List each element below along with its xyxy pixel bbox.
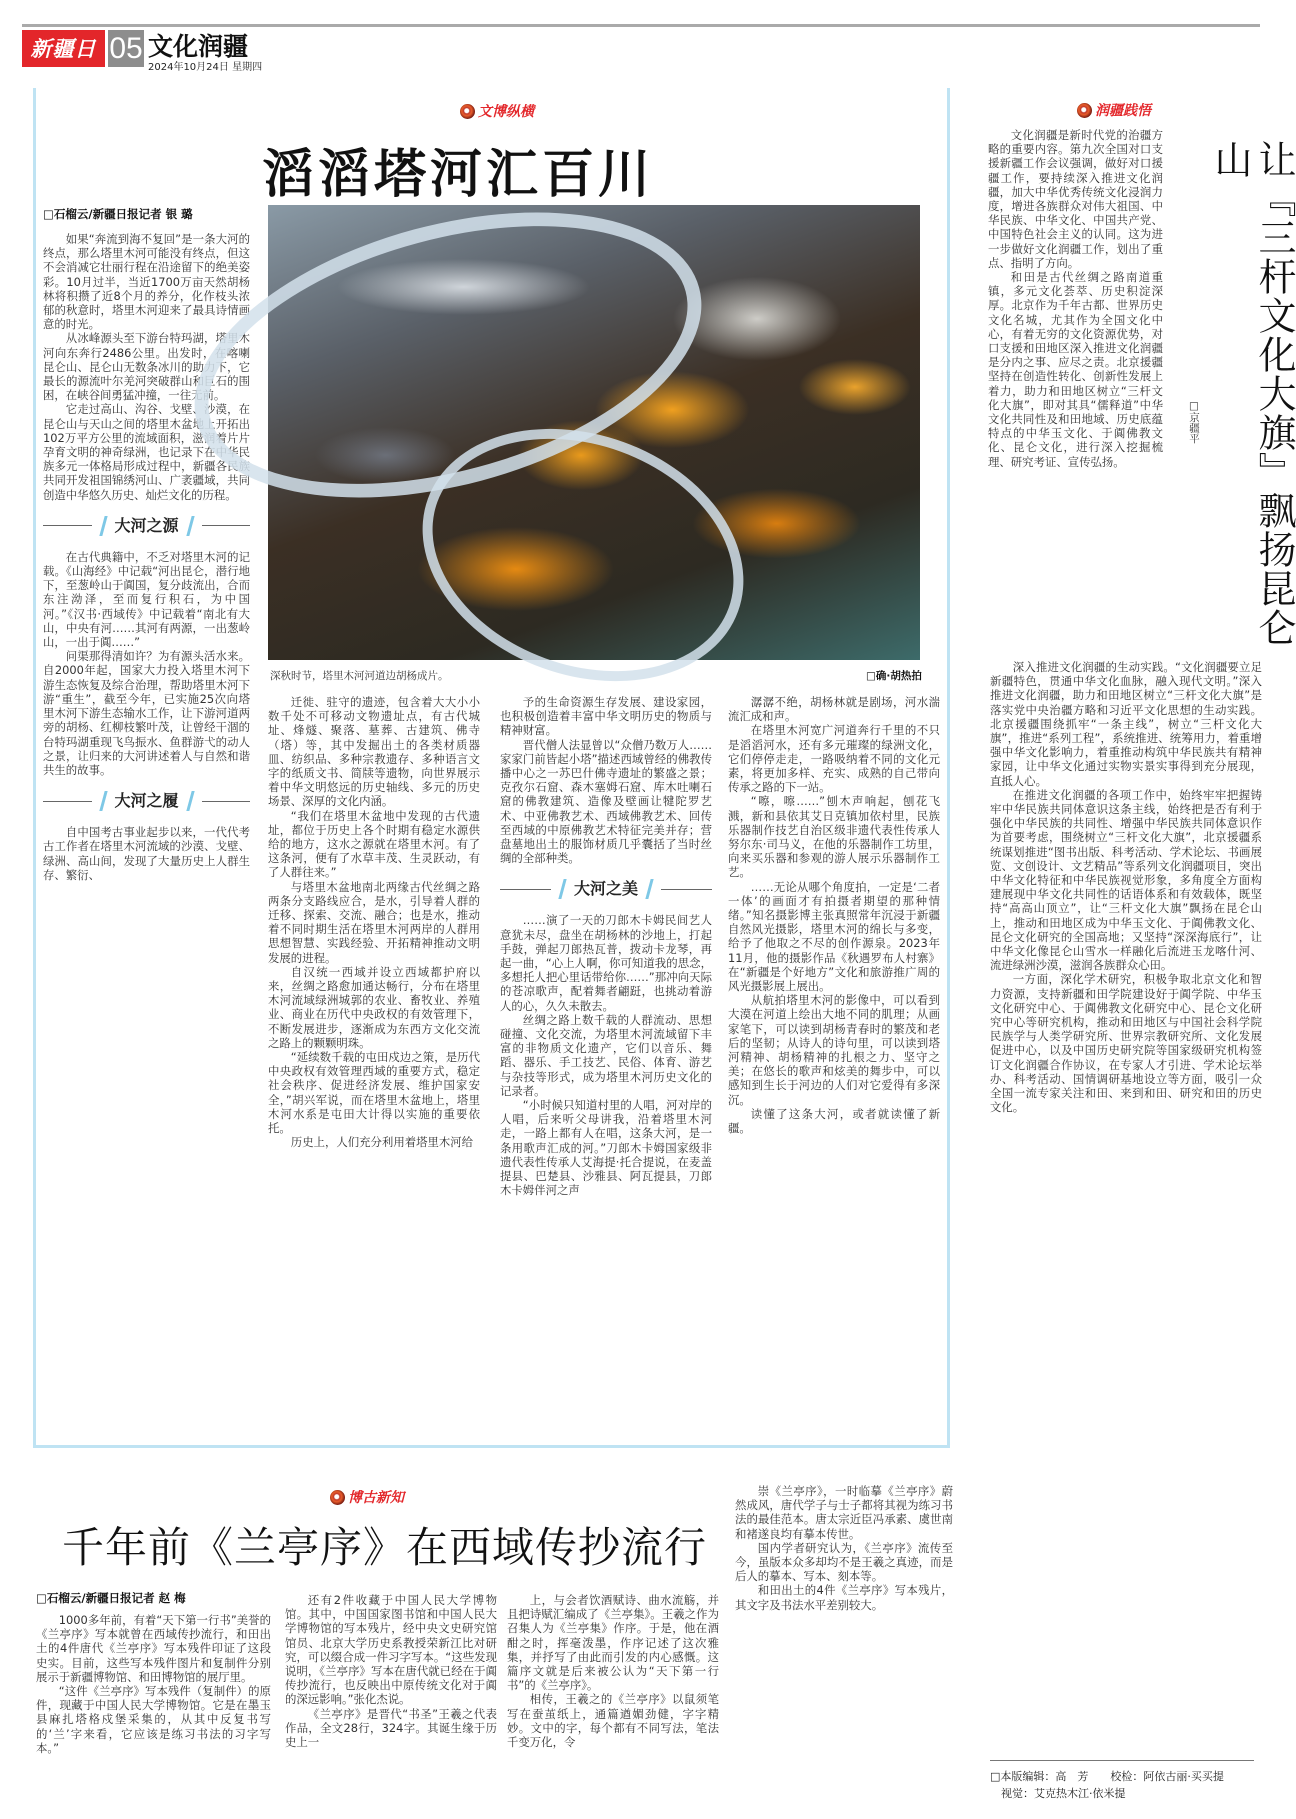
tag-label: 润疆践悟 (1095, 103, 1151, 119)
commentary-column-wide (990, 660, 1262, 1755)
commentary-author: □京疆平 (1188, 400, 1200, 444)
visual-credit: 视觉：艾克热木江·依米提 (1001, 1787, 1126, 1800)
section-tag (1077, 100, 1151, 120)
commentary-column-narrow (988, 128, 1163, 653)
subhead: 大河之美 (500, 879, 712, 899)
article-column-4 (735, 1484, 953, 1814)
commentary-headline: 让『三杆文化大旗』飘扬昆仑山 (1208, 140, 1296, 647)
article-column-4 (728, 695, 940, 1440)
photo-credit: □确·胡热拍 (866, 670, 922, 682)
article-column-3 (507, 1593, 719, 1813)
section-tag (460, 101, 534, 121)
paragraph: ……演了一天的刀郎木卡姆民间艺人意犹未尽，盘坐在胡杨林的沙地上，打起手鼓，弹起刀郎热瓦普，拨动卡龙琴，再起一曲，“心上人啊，你可知道我的思念，多想托人把心里话带给你……”那冲向天际的苍凉歌声，配着舞者翩跹，也挑动着游人的心，久久未散去。 (500, 913, 712, 1013)
tag-label: 文博纵横 (478, 104, 534, 120)
paragraph: 历史上，人们充分利用着塔里木河给 (290, 1135, 474, 1150)
paragraph: 从航拍塔里木河的影像中，可以看到大漠在河道上绘出大地不同的肌理；从画家笔下，可以读到胡杨青春时的繁茂和老后的坚韧；从诗人的诗句里，可以读到塔河精神、胡杨精神的扎根之力、坚守之美；在悠长的歌声和炫美的舞步中，可以感知到生长于河边的人们对它爱得有多深沉。 (728, 993, 940, 1107)
paragraph: 予的生命资源生存发展、建设家园，也积极创造着丰富中华文明历史的物质与精神财富。 (500, 695, 712, 738)
paragraph: 和田是古代丝绸之路南道重镇，多元文化荟萃、历史积淀深厚。北京作为千年古都、世界历史文化名城，尤其作为全国文化中心，有着无穷的文化资源优势，对口支援和田地区深入推进文化润疆是分内之事、应尽之责。北京援疆坚持在创造性转化、创新性发展上着力，助力和田地区树立“三杆文化大旗”，即对其具“儒释道”中华文化共同性及和田地域、历史底蕴特点的中华玉文化、于阗佛教文化、昆仑文化，进行深入挖掘梳理、研究考证、宣传弘扬。 (988, 270, 1163, 469)
paragraph: 在塔里木河宽广河道奔行千里的不只是滔滔河水，还有多元璀璨的绿洲文化，它们停停走走，一路吸纳着不同的文化元素，将更加多样、充实、成熟的自己带向传承之路的下一站。 (728, 723, 940, 795)
article-column-3 (500, 695, 712, 1440)
paragraph: 崇《兰亭序》，一时临摹《兰亭序》蔚然成风，唐代学子与士子都将其视为练习书法的最佳范本。唐太宗近臣冯承素、虞世南和褚遂良均有摹本传世。 (735, 1484, 953, 1541)
article-column-2 (285, 1593, 497, 1813)
footer-divider (990, 1760, 1254, 1761)
paragraph: “嚓，嚓……”刨木声响起，刨花飞溅，新和县依其艾日克镇加依村里，民族乐器制作技艺自治区级非遗代表性传承人努尔东·司马义，在他的乐器制作工坊里，向来买乐器和参观的游人展示乐器制作工艺。 (728, 794, 940, 880)
paragraph: 上，与会者饮酒赋诗、曲水流觞，并且把诗赋汇编成了《兰亭集》。王羲之作为召集人为《兰亭集》作序。于是，他在酒酣之时，挥毫泼墨，作序记述了这次雅集，并抒写了由此而引发的内心感慨。这篇序文就是后来被公认为“天下第一行书”的《兰亭序》。 (507, 1593, 719, 1693)
tag-label: 博古新知 (348, 1490, 404, 1506)
paragraph: “这件《兰亭序》写本残件（复制件）的原件，现藏于中国人民大学博物馆。它是在墨玉县麻扎塔格戍堡采集的，从其中反复书写的‘兰’字来看，它应该是练习书法的习字写本。” (36, 1684, 271, 1755)
paragraph: “我们在塔里木盆地中发现的古代遗址，都位于历史上各个时期有稳定水源供给的地方，这水之源就在塔里木河。有了这条河，便有了水草丰茂、生灵跃动，有了人群往来。” (268, 808, 480, 880)
issue-date: 2024年10月24日 星期四 (148, 62, 263, 73)
paragraph: 国内学者研究认为，《兰亭序》流传至今，虽版本众多却均不是王羲之真迹，而是后人的摹本、写本、刻本等。 (735, 1540, 953, 1584)
article-byline: □石榴云/新疆日报记者 银 璐 (43, 207, 193, 221)
subhead: 大河之源 (43, 516, 250, 536)
paragraph: 如果“奔流到海不复回”是一条大河的终点，那么塔里木河可能没有终点，但这不会消减它壮丽行程在沿途留下的绝美姿彩。10月过半，当近1700万亩天然胡杨林将积攒了近8个月的养分，化作枝头浓郁的秋意时，塔里木河迎来了最具诗情画意的时光。 (43, 232, 250, 332)
paragraph: 深入推进文化润疆的生动实践。“文化润疆要立足新疆特色，贯通中华文化血脉，融入现代文明。”深入推进文化润疆，助力和田地区树立“三杆文化大旗”是落实党中央治疆方略和习近平文化思想的生动实践。北京援疆围绕抓牢“一条主线”，树立“三杆文化大旗”，推进“系列工程”，系统推进、统筹用力，着重增强中华文化影响力，着重推动构筑中华民族共有精神家园，让中华文化通过实物实景实事得到充分展现，直抵人心。 (990, 660, 1262, 788)
article-headline: 滔滔塔河汇百川 (262, 145, 655, 205)
paragraph: 在推进文化润疆的各项工作中，始终牢牢把握铸牢中华民族共同体意识这条主线，始终把是否有利于强化中华民族的共同性、增强中华民族共同体意识作为首要考虑，围绕树立“三杆文化大旗”，北京援疆系统谋划推进“图书出版、科考活动、学术论坛、书画展览、文创设计、文艺精品”等系列文化润疆项目，突出中华文化特征和中华民族视觉形象，多角度全方面构建展现中华文化共同性的话语体系和有效载体，既坚持“高高山顶立”，让“三杆文化大旗”飘扬在昆仑山上，推动和田地区成为中华玉文化、于阗佛教文化、昆仑文化研究的全国高地；又坚持“深深海底行”，让中华文化像昆仑山雪水一样融化后流进玉龙喀什河、流进绿洲沙漠，滋润各族群众心田。 (990, 787, 1262, 973)
article-column-2 (268, 695, 480, 1440)
paragraph: “延续数千载的屯田戍边之策，是历代中央政权有效管理西域的重要方式，稳定社会秩序、促进经济发展、维护国家安全，”胡兴军说，而在塔里木盆地上，塔里木河水系是屯田大计得以实施的重要依托。 (268, 1050, 480, 1136)
paragraph: 它走过高山、沟谷、戈壁、沙漠，在昆仑山与天山之间的塔里木盆地上开拓出102万平方公里的流域面积，滋润着片片孕育文明的神奇绿洲，也记录下在中华民族多元一体格局形成过程中，新疆各民族共同开发祖国锦绣河山、广袤疆域，共同创造中华悠久历史、灿烂文化的历程。 (43, 402, 250, 502)
section-tag (330, 1487, 404, 1507)
paragraph: 丝绸之路上数千载的人群流动、思想碰撞、文化交流，为塔里木河流域留下丰富的非物质文化遗产，它们以音乐、舞蹈、器乐、手工技艺、民俗、体育、游艺与杂技等形式，成为塔里木河历史文化的记录者。 (500, 1012, 712, 1098)
section-title: 文化润疆 (148, 32, 249, 61)
paragraph: “小时候只知道村里的人唱，河对岸的人唱，后来听父母讲我，沿着塔里木河走，一路上都有人在唱，这条大河，是一条用歌声汇成的河。”刀郎木卡姆国家级非遗代表性传承人艾海提·托合提说，在麦盖提县、巴楚县、沙雅县、阿瓦提县，刀郎木卡姆伴河之声 (500, 1098, 712, 1198)
subhead: 大河之履 (43, 791, 250, 811)
paragraph: 读懂了这条大河，或者就读懂了新疆。 (728, 1106, 940, 1136)
article-column-1 (36, 1613, 271, 1813)
paragraph: 1000多年前，有着“天下第一行书”美誉的《兰亭序》写本就曾在西域传抄流行，和田出土的4件唐代《兰亭序》写本残件印证了这段史实。目前，这些写本残件图片和复制件分别展示于新疆博物馆、和田博物馆的展厅里。 (36, 1613, 271, 1684)
page-credits (990, 1768, 1224, 1802)
paragraph: 还有2件收藏于中国人民大学博物馆。其中，中国国家图书馆和中国人民大学博物馆的写本残片，经中央文史研究馆馆员、北京大学历史系教授荣新江比对研究，可以缀合成一件习字写本。“这些发现说明，《兰亭序》写本在唐代就已经在于阗传抄流行，也反映出中原传统文化对于阗的深远影响。”张化杰说。 (285, 1593, 497, 1707)
paragraph: 从冰峰源头至下游台特玛湖，塔里木河向东奔行2486公里。出发时，在喀喇昆仑山、昆仑山无数条冰川的助力下，它最长的源流叶尔羌河突破群山和巨石的围困，在峡谷间勇猛冲撞，一往无前。 (43, 331, 250, 403)
photo-caption: 深秋时节，塔里木河河道边胡杨成片。 (270, 670, 449, 682)
paragraph: 一方面，深化学术研究，积极争取北京文化和智力资源，支持新疆和田学院建设好于阗学院、中华玉文化研究中心、于阗佛教文化研究中心、昆仑文化研究中心等研究机构，推动和田地区与中国社会科学院民族学与人类学研究所、世界宗教研究所、文化发展促进中心，以及中国历史研究院等国家级研究机构签订文化润疆合作协议，在专家人才引进、学术论坛举办、科考活动、国情调研基地设立等方面，吸引一众全国一流专家关注和田、来到和田、研究和田的历史文化。 (990, 972, 1262, 1115)
paragraph: 自汉统一西域并设立西域都护府以来，丝绸之路愈加通达畅行，分布在塔里木河流域绿洲城郭的农业、畜牧业、养殖业、商业在历代中央政权的有效管理下，不断发展进步，逐渐成为东西方文化交流之路上的颗颗明珠。 (268, 964, 480, 1050)
paragraph: 潺潺不绝，胡杨林就是剧场，河水湍流汇成和声。 (728, 695, 940, 724)
article-byline: □石榴云/新疆日报记者 赵 梅 (36, 1591, 186, 1605)
paragraph: 迁徙、驻守的遗迹，包含着大大小小数千处不可移动文物遗址点，有古代城址、烽燧、聚落、墓葬、古建筑、佛寺（塔）等，其中发掘出土的各类材质器皿、纺织品、多种宗教遗存、多种语言文字的纸质文书、简牍等遗物，向世界展示着中华文明悠远的历史轴线、多元的历史场景、深厚的文化内涵。 (268, 695, 480, 809)
paragraph: 和田出土的4件《兰亭序》写本残片，其文字及书法水平差别较大。 (735, 1583, 953, 1612)
paragraph: 文化润疆是新时代党的治疆方略的重要内容。第九次全国对口支援新疆工作会议强调，做好对口援疆工作，要持续深入推进文化润疆，加大中华优秀传统文化浸润力度，增进各族群众对伟大祖国、中华民族、中华文化、中国共产党、中国特色社会主义的认同。这为进一步做好文化润疆工作，划出了重点、指明了方向。 (988, 128, 1163, 270)
paragraph: 《兰亭序》是晋代“书圣”王羲之代表作品，全文28行，324字。其诞生缘于历史上一 (285, 1706, 497, 1750)
tag-bullet-icon (330, 1490, 345, 1505)
editor-credit: □本版编辑：高 芳 校检：阿依古丽·买买提 (990, 1770, 1224, 1783)
newspaper-logo: 新疆日报 (22, 30, 105, 67)
paragraph: 相传，王羲之的《兰亭序》以鼠须笔写在蚕茧纸上，通篇遒媚劲健，字字精妙。文中的字，每个都有不同写法，笔法千变万化，令 (507, 1692, 719, 1750)
paragraph: 与塔里木盆地南北两缘古代丝绸之路两条分支路线应合，是水，引导着人群的迁移、探索、交流、融合；也是水，推动着不同时期生活在塔里木河两岸的人群用思想智慧、实践经验、开拓精神推动文明发展的进程。 (268, 879, 480, 965)
tag-bullet-icon (1077, 103, 1092, 118)
paragraph: 自中国考古事业起步以来，一代代考古工作者在塔里木河流域的沙漠、戈壁、绿洲、高山间，发现了大量历史上人群生存、繁衍、 (43, 825, 250, 882)
article-headline: 千年前《兰亭序》在西域传抄流行 (62, 1523, 708, 1572)
hero-photo-poplar-forest-river (268, 205, 920, 660)
tag-bullet-icon (460, 104, 475, 119)
paragraph: 晋代僧人法显曾以“众僧乃数万人……家家门前皆起小塔”描述西域曾经的佛教传播中心之一苏巴什佛寺遗址的繁盛之景；克孜尔石窟、森木塞姆石窟、库木吐喇石窟的佛教建筑、造像及壁画让犍陀罗艺术、中亚佛教艺术、西域佛教艺术、回传至西域的中原佛教艺术特征完美并存；营盘墓地出土的服饰材质几乎囊括了当时丝绸的全部种类。 (500, 737, 712, 866)
paragraph: 问渠那得清如许？为有源头活水来。自2000年起，国家大力投入塔里木河下游生态恢复及综合治理，帮助塔里木河下游“重生”，截至今年，已实施25次向塔里木河下游生态输水工作，让下游河道两旁的胡杨、红柳枝繁叶茂，让曾经干涸的台特玛湖重现飞鸟振水、鱼群游弋的动人之景，让归来的大河讲述着人与自然和谐共生的故事。 (43, 649, 250, 777)
paragraph: ……无论从哪个角度拍，一定是‘二者一体’的画面才有拍摄者期望的那种情绪。”知名摄影博主张真照常年沉浸于新疆自然风光摄影，塔里木河的绵长与多变，给予了他取之不尽的创作源泉。2023年11月，他的摄影作品《秋遇罗布人村寨》在“新疆是个好地方”文化和旅游推广周的风光摄影展上展出。 (728, 879, 940, 994)
page-number: 05 (109, 32, 143, 65)
paragraph: 在古代典籍中，不乏对塔里木河的记载。《山海经》中记载“河出昆仑，潜行地下，至葱岭山于阗国，复分歧流出，合而东注泑泽，至而复行积石，为中国河。”《汉书·西域传》中记载着“南北有大山，中央有河……其河有两源，一出葱岭山，一出于阗……” (43, 549, 250, 650)
